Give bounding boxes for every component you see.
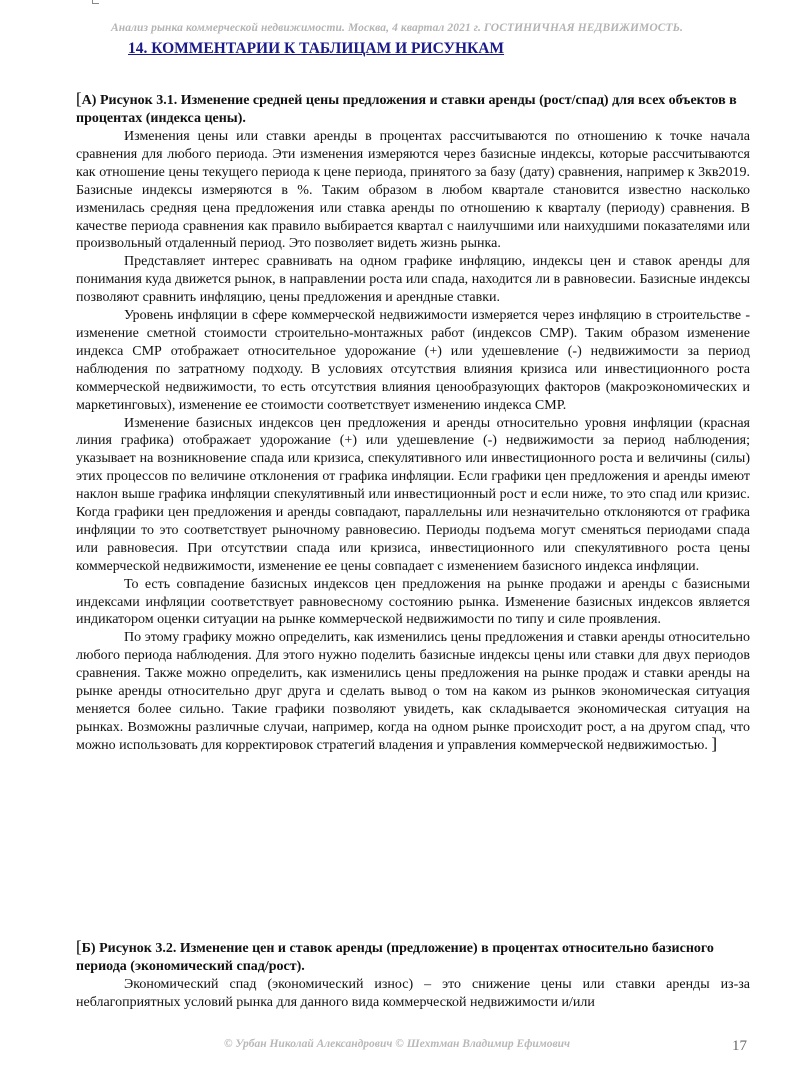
block-b <box>76 937 750 1012</box>
paragraph-a3: Уровень инфляции в сфере коммерческой недвижимости измеряется через инфляцию в строительстве - изменение сметной стоимости строительно-монтажных работ (индексов СМР). Таким образом изменение индекса СМР отображает относительное удорожание (+) или удешевление (-) недвижимости за период наблюдения по затратному подходу. В условиях отсутствия влияния кризиса или инвестиционного роста коммерческой недвижимости, то есть отсутствия влияния ценообразующих факторов (макроэкономических и маркетинговых), изменение ее стоимости соответствует изменению индекса СМР. <box>76 308 750 413</box>
paragraph-a6 <box>76 629 750 754</box>
corner-mark <box>92 0 99 4</box>
figure-3-2-heading-text: Б) Рисунок 3.2. Изменение цен и ставок аренды (предложение) в процентах относительно базисного периода (экономический спад/рост). <box>76 941 714 974</box>
open-bracket-a: [ <box>76 89 82 108</box>
running-header: Анализ рынка коммерческой недвижимости. Москва, 4 квартал 2021 г. ГОСТИНИЧНАЯ НЕДВИЖИМОСТЬ. <box>110 22 684 34</box>
paragraph-b1: Экономический спад (экономический износ) – это снижение цены или ставки аренды из-за неблагоприятных условий рынка для данного вида коммерческой недвижимости и/или <box>76 977 750 1010</box>
paragraph-a2: Представляет интерес сравнивать на одном графике инфляцию, индексы цен и ставок аренды для понимания куда движется рынок, в направлении роста или спада, находится ли в равновесии. Базисные индексы позволяют сравнить инфляцию, цены предложения и арендные ставки. <box>76 254 750 306</box>
close-bracket-a: ] <box>711 733 718 753</box>
paragraph-a4: Изменение базисных индексов цен предложения и аренды относительно уровня инфляции (красная линия графика) отображает удорожание (+) или удешевление (-) недвижимости за период наблюдения; указывает на возникновение спада или кризиса, спекулятивного или инвестиционного роста и величины (силы) этих процессов по величине отклонения от графика инфляции. Если графики цен предложения и аренды имеют наклон выше графика инфляции спекулятивный или инвестиционный рост и если ниже, то это спад или кризис. Когда графики цен предложения и аренды совпадают, параллельны или незначительно отклоняются от графика инфляции то это соответствует рыночному равновесию. Периоды подъема могут сменяться периодами спада или равновесия. При отсутствии спада или кризиса, инвестиционного или спекулятивного роста цены коммерческой недвижимости, изменение ее цены совпадает с изменением базисного индекса инфляции. <box>76 415 750 574</box>
paragraph-a6-text: По этому графику можно определить, как изменились цены предложения и ставки аренды относительно любого периода наблюдения. Для этого нужно поделить базисные индексы цены или ставки для двух периодов сравнения. Также можно определить, как изменились цены предложения на рынке продаж и ставки аренды на рынке аренды относительно друг друга и сделать вывод о том на каком из рынков экономическая ситуация меняется более сильно. Такие графики позволяют увидеть, как складывается экономическая ситуация на рынках. Возможны различные случаи, например, когда на одном рынке происходит рост, а на другом спад, что можно использовать для корректировок стратегий владения и управления коммерческой недвижимостью. <box>76 630 750 753</box>
page-number: 17 <box>732 1038 747 1054</box>
figure-3-2-heading <box>76 937 750 976</box>
figure-3-1-heading-text: А) Рисунок 3.1. Изменение средней цены предложения и ставки аренды (рост/спад) для всех объектов в процентах (индекса цены). <box>76 93 737 126</box>
open-bracket-b: [ <box>76 937 82 956</box>
paragraph-a1: Изменения цены или ставки аренды в процентах рассчитываются по отношению к точке начала сравнения для любого периода. Эти изменения измеряются через базисные индексы, которые рассчитываются как отношение цены текущего периода к цене периода, принятого за базу (дату) сравнения, например к 3кв2019. Базисные индексы измеряются в %. Таким образом в любом квартале становится известно насколько изменилась средняя цена предложения или ставка аренды по отношению к кварталу (периоду) сравнения. В качестве периода сравнения как правило выбирается квартал с наилучшими или наихудшими показателями или произвольный отдаленный период. Это позволяет видеть жизнь рынка. <box>76 129 750 252</box>
block-a <box>76 89 750 755</box>
figure-3-1-heading <box>76 89 750 128</box>
paragraph-a5: То есть совпадение базисных индексов цен предложения на рынке продажи и аренды с базисными индексами инфляции соответствует равновесному состоянию рынка. Изменение базисных индексов является индикатором оценки ситуации на рынке коммерческой недвижимости по типу и силе проявления. <box>76 576 750 628</box>
footer-authors: © Урбан Николай Александрович © Шехтман Владимир Ефимович <box>223 1038 571 1050</box>
section-title[interactable]: 14. КОММЕНТАРИИ К ТАБЛИЦАМ И РИСУНКАМ <box>128 40 505 57</box>
